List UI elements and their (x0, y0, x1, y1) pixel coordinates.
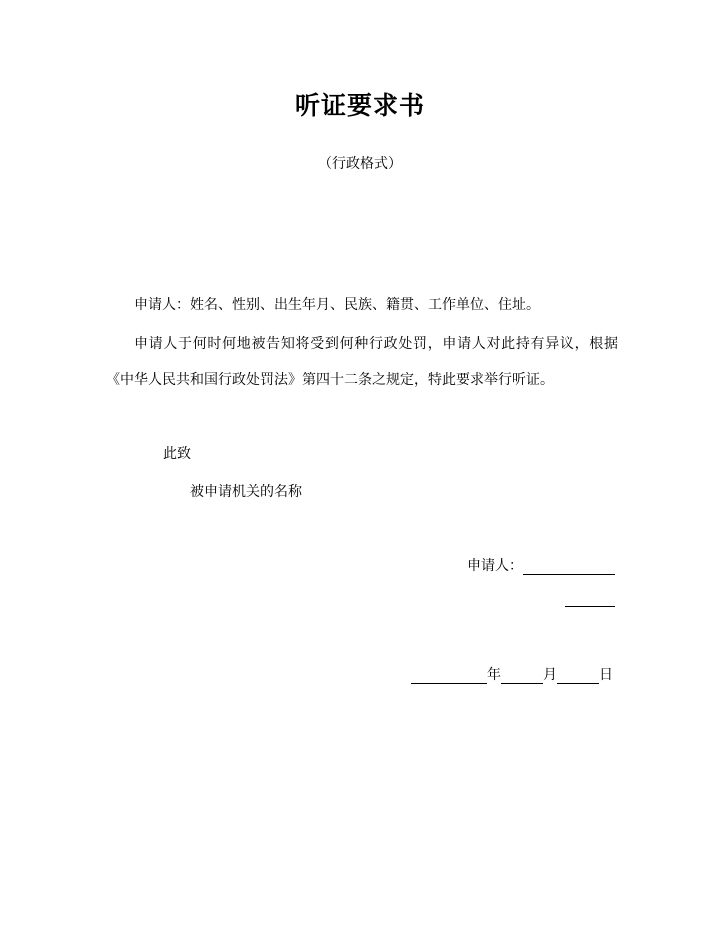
recipient-name: 被申请机关的名称 (190, 484, 302, 500)
applicant-info-paragraph: 申请人：姓名、性别、出生年月、民族、籍贯、工作单位、住址。 (134, 297, 540, 313)
closing-salutation: 此致 (163, 446, 191, 462)
year-label: 年 (487, 667, 501, 683)
applicant-signature-row (467, 555, 615, 575)
document-subtitle: （行政格式） (318, 156, 402, 172)
date-row (411, 664, 613, 684)
applicant-signature-blank (523, 560, 615, 575)
day-blank (557, 669, 599, 684)
applicant-label: 申请人： (467, 558, 523, 574)
day-label: 日 (599, 667, 613, 683)
year-blank (411, 669, 487, 684)
document-title: 听证要求书 (294, 91, 425, 120)
month-label: 月 (543, 667, 557, 683)
request-body-paragraph: 申请人于何时何地被告知将受到何种行政处罚，申请人对此持有异议，根据《中华人民共和国行政处罚法》第四十二条之规定，特此要求举行听证。 (106, 336, 618, 388)
secondary-signature-blank (565, 592, 615, 607)
month-blank (501, 669, 543, 684)
